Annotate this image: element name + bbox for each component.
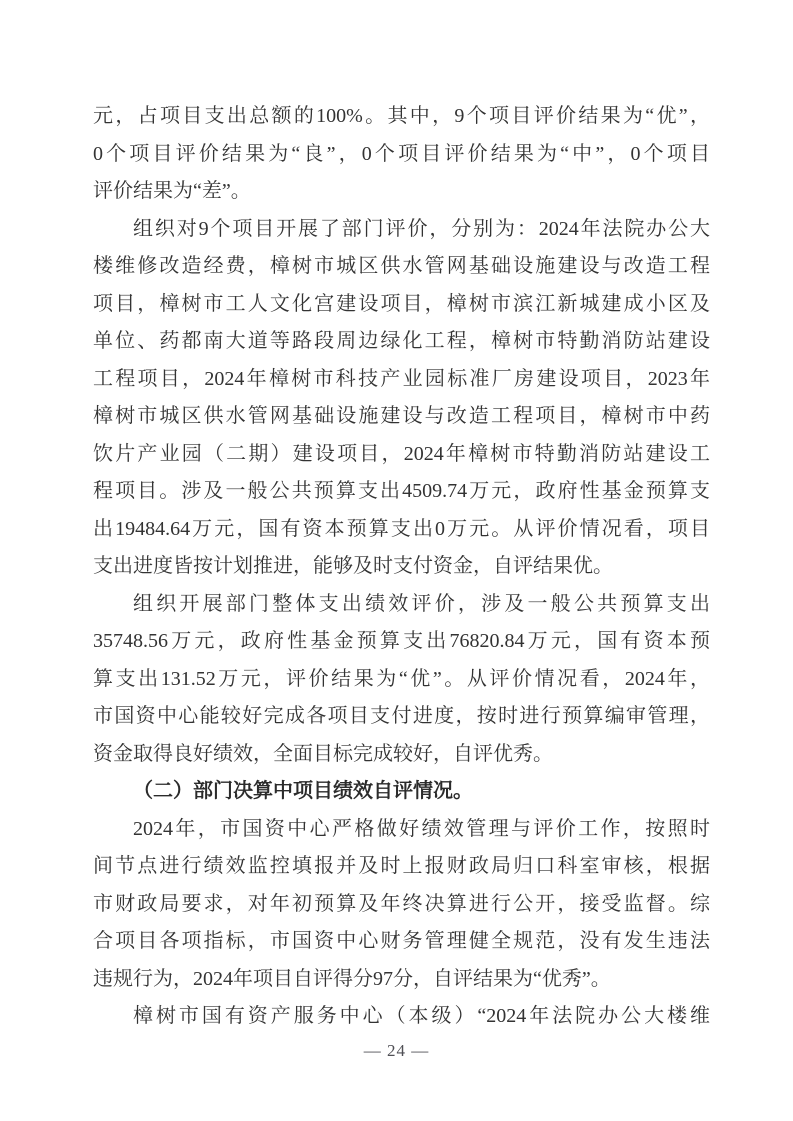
text-line: 组织对9个项目开展了部门评价，分别为：2024年法院办公大 <box>133 217 710 240</box>
text-line: 组织开展部门整体支出绩效评价，涉及一般公共预算支出 <box>133 592 710 615</box>
text-line: 评价结果为“差”。 <box>93 180 251 202</box>
text-line: 单位、药都南大道等路段周边绿化工程，樟树市特勤消防站建设 <box>93 330 710 352</box>
text-line: 饮片产业园（二期）建设项目，2024年樟树市特勤消防站建设工 <box>93 442 710 465</box>
paragraph <box>93 998 710 1036</box>
paragraph <box>93 98 710 211</box>
text-line: 元，占项目支出总额的100%。其中，9个项目评价结果为“优”， <box>93 105 710 127</box>
text-line: 项目，樟树市工人文化宫建设项目，樟树市滨江新城建成小区及 <box>93 292 710 315</box>
text-line: 工程项目，2024年樟树市科技产业园标准厂房建设项目，2023年 <box>93 367 710 390</box>
paragraph <box>93 211 710 586</box>
text-line: 出19484.64万元，国有资本预算支出0万元。从评价情况看，项目 <box>93 517 710 540</box>
text-line: 资金取得良好绩效，全面目标完成较好，自评优秀。 <box>93 742 553 765</box>
paragraph <box>93 586 710 774</box>
text-line: 市国资中心能较好完成各项目支付进度，按时进行预算编审管理， <box>93 705 710 727</box>
text-line: 35748.56万元，政府性基金预算支出76820.84万元，国有资本预 <box>93 630 710 652</box>
text-line: 支出进度皆按计划推进，能够及时支付资金，自评结果优。 <box>93 555 613 577</box>
paragraph <box>93 811 710 999</box>
text-line: 楼维修改造经费，樟树市城区供水管网基础设施建设与改造工程 <box>93 255 710 277</box>
text-line: 间节点进行绩效监控填报并及时上报财政局归口科室审核，根据 <box>93 855 710 877</box>
text-line: 合项目各项指标，市国资中心财务管理健全规范，没有发生违法 <box>93 930 710 952</box>
text-line: 违规行为，2024年项目自评得分97分，自评结果为“优秀”。 <box>93 967 611 990</box>
section-heading: （二）部门决算中项目绩效自评情况。 <box>133 780 473 802</box>
page-number: — 24 — <box>363 1041 430 1060</box>
text-line: 0个项目评价结果为“良”，0个项目评价结果为“中”，0个项目 <box>93 142 710 165</box>
text-line: 市财政局要求，对年初预算及年终决算进行公开，接受监督。综 <box>93 892 710 915</box>
text-line: 2024年，市国资中心严格做好绩效管理与评价工作，按照时 <box>133 817 710 840</box>
text-line: 樟树市城区供水管网基础设施建设与改造工程项目，樟树市中药 <box>93 405 710 427</box>
document-body <box>93 98 710 1036</box>
text-line: 樟树市国有资产服务中心（本级）“2024年法院办公大楼维 <box>133 1005 710 1027</box>
text-line: 算支出131.52万元，评价结果为“优”。从评价情况看，2024年， <box>93 667 710 690</box>
section <box>93 773 710 811</box>
text-line: 程项目。涉及一般公共预算支出4509.74万元，政府性基金预算支 <box>93 480 710 502</box>
